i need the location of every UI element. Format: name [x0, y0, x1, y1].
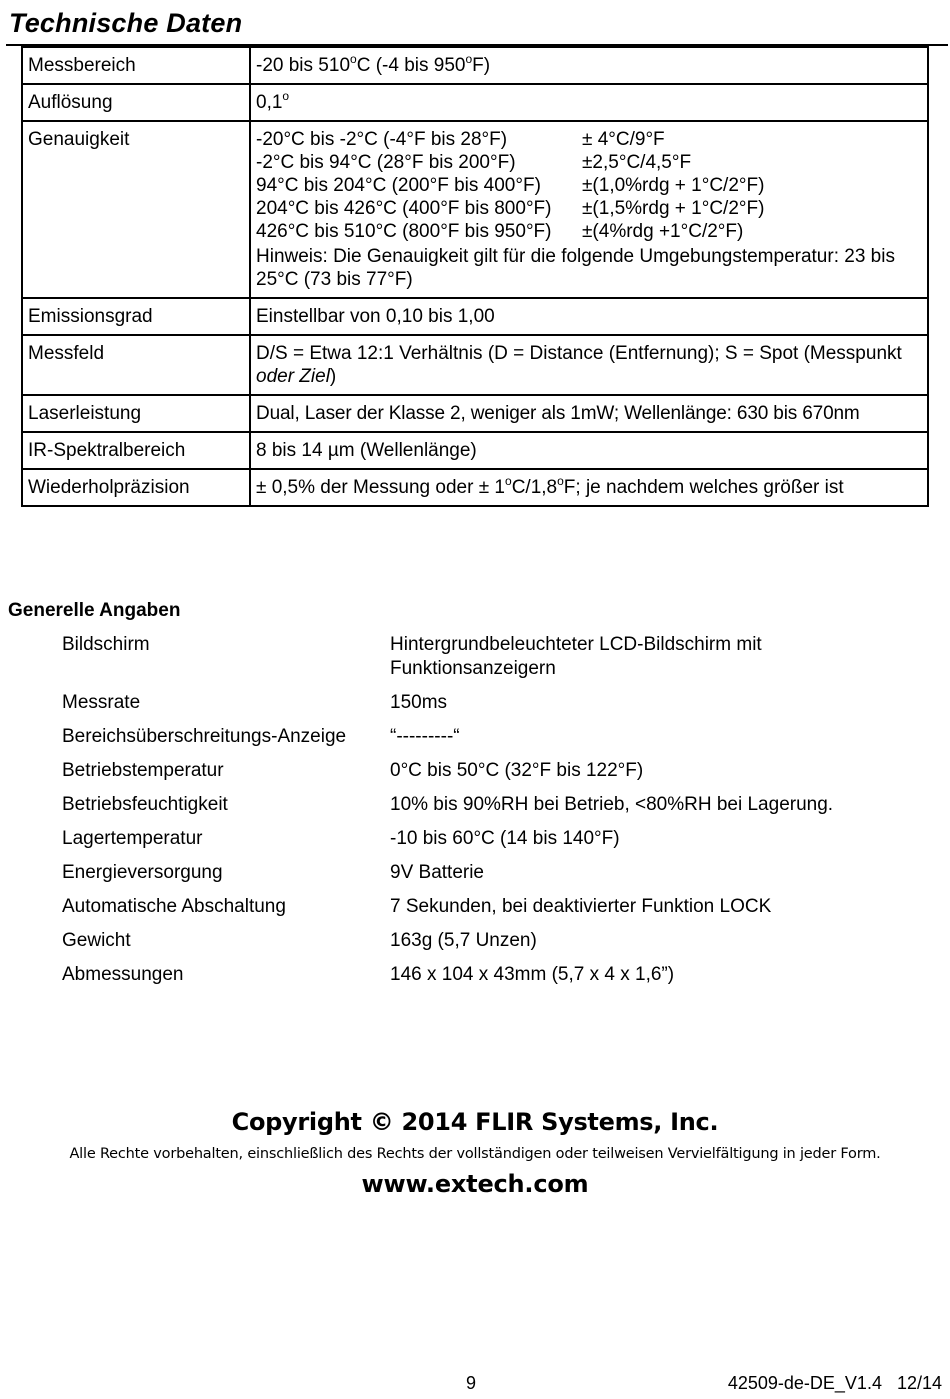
general-spec-value: -10 bis 60°C (14 bis 140°F) — [390, 828, 620, 849]
general-specs-list — [62, 633, 922, 997]
spec-value: ± 0,5% der Messung oder ± $1^oC/1,8^oF$; je nachdem welches größer ist — [250, 469, 928, 506]
spec-label: Laserleistung — [22, 395, 250, 432]
document-code: 42509-de-DE_V1.4 12/14 — [727, 1373, 942, 1393]
general-spec-label: Betriebstemperatur — [62, 760, 224, 781]
spec-value: 8 bis 14 µm (Wellenlänge) — [250, 432, 928, 469]
general-spec-label: Messrate — [62, 692, 141, 713]
table-row — [22, 47, 928, 84]
table-row — [22, 395, 928, 432]
list-item — [62, 827, 922, 851]
accuracy-line: 204°C bis 426°C (400°F bis 800°F) ±(1,5%rdg + 1°C/2°F) — [256, 198, 765, 219]
accuracy-note: Hinweis: Die Genauigkeit gilt für die folgende Umgebungstemperatur: 23 bis 25°C (73 bis 77°F) — [256, 246, 895, 290]
general-spec-label: Lagertemperatur — [62, 828, 203, 849]
table-row — [22, 121, 928, 298]
list-item — [62, 633, 922, 681]
general-spec-label: Betriebsfeuchtigkeit — [62, 794, 228, 815]
spec-value: Dual, Laser der Klasse 2, weniger als 1mW; Wellenlänge: 630 bis 670nm — [250, 395, 928, 432]
general-spec-value: 9V Batterie — [390, 862, 484, 883]
technical-specs-table — [21, 46, 929, 507]
list-item — [62, 793, 922, 817]
spec-label: Messbereich — [22, 47, 250, 84]
general-spec-label: Energieversorgung — [62, 862, 223, 883]
general-spec-value: 163g (5,7 Unzen) — [390, 930, 537, 951]
general-spec-value: 0°C bis 50°C (32°F bis 122°F) — [390, 760, 644, 781]
list-item — [62, 929, 922, 953]
general-spec-label: Gewicht — [62, 930, 131, 951]
spec-value: D/S = Etwa 12:1 Verhältnis (D = Distance (Entfernung); S = Spot (Messpunkt oder Ziel) — [250, 335, 928, 395]
spec-label: Wiederholpräzision — [22, 469, 250, 506]
table-row — [22, 432, 928, 469]
spec-label: Emissionsgrad — [22, 298, 250, 335]
table-row — [22, 335, 928, 395]
table-row — [22, 298, 928, 335]
website-link[interactable]: www.extech.com — [361, 1170, 589, 1198]
list-item — [62, 759, 922, 783]
list-item — [62, 895, 922, 919]
page-title: Technische Daten — [9, 8, 243, 38]
spec-label: IR-Spektralbereich — [22, 432, 250, 469]
spec-value: -20 bis 510$^o$C (-4 bis 950$^o$F) — [250, 47, 928, 84]
general-spec-value: 7 Sekunden, bei deaktivierter Funktion LOCK — [390, 896, 772, 917]
general-spec-label: Bildschirm — [62, 634, 150, 655]
general-specs-heading: Generelle Angaben — [8, 600, 181, 621]
general-spec-value: 146 x 104 x 43mm (5,7 x 4 x 1,6”) — [390, 964, 675, 985]
general-spec-value: 10% bis 90%RH bei Betrieb, <80%RH bei Lagerung. — [390, 794, 834, 815]
spec-label: Auflösung — [22, 84, 250, 121]
spec-label: Genauigkeit — [22, 121, 250, 298]
copyright-text: Copyright © 2014 FLIR Systems, Inc. — [231, 1108, 719, 1136]
general-spec-label: Abmessungen — [62, 964, 184, 985]
general-spec-value: “---------“ — [390, 726, 460, 747]
list-item — [62, 861, 922, 885]
accuracy-line: -20°C bis -2°C (-4°F bis 28°F) ± 4°C/9°F — [256, 129, 665, 150]
accuracy-line: 94°C bis 204°C (200°F bis 400°F) ±(1,0%rdg + 1°C/2°F) — [256, 175, 765, 196]
general-spec-value: Hintergrundbeleuchteter LCD-Bildschirm mit Funktionsanzeigern — [390, 634, 762, 679]
spec-value — [250, 121, 928, 298]
table-row — [22, 84, 928, 121]
spec-value: Einstellbar von 0,10 bis 1,00 — [250, 298, 928, 335]
general-spec-label: Bereichsüberschreitungs-Anzeige — [62, 726, 347, 747]
spec-label: Messfeld — [22, 335, 250, 395]
accuracy-line: -2°C bis 94°C (28°F bis 200°F) ±2,5°C/4,5°F — [256, 152, 692, 173]
accuracy-line: 426°C bis 510°C (800°F bis 950°F) ±(4%rdg +1°C/2°F) — [256, 221, 744, 242]
list-item — [62, 963, 922, 987]
general-spec-label: Automatische Abschaltung — [62, 896, 286, 917]
page-number: 9 — [466, 1373, 477, 1393]
footer — [0, 1100, 950, 1198]
table-row — [22, 469, 928, 506]
general-spec-value: 150ms — [390, 692, 448, 713]
spec-value: 0,1$^o$ — [250, 84, 928, 121]
rights-text: Alle Rechte vorbehalten, einschließlich des Rechts der vollständigen oder teilweisen Vervielfältigung in jeder Form. — [69, 1146, 881, 1162]
list-item — [62, 691, 922, 715]
list-item — [62, 725, 922, 749]
